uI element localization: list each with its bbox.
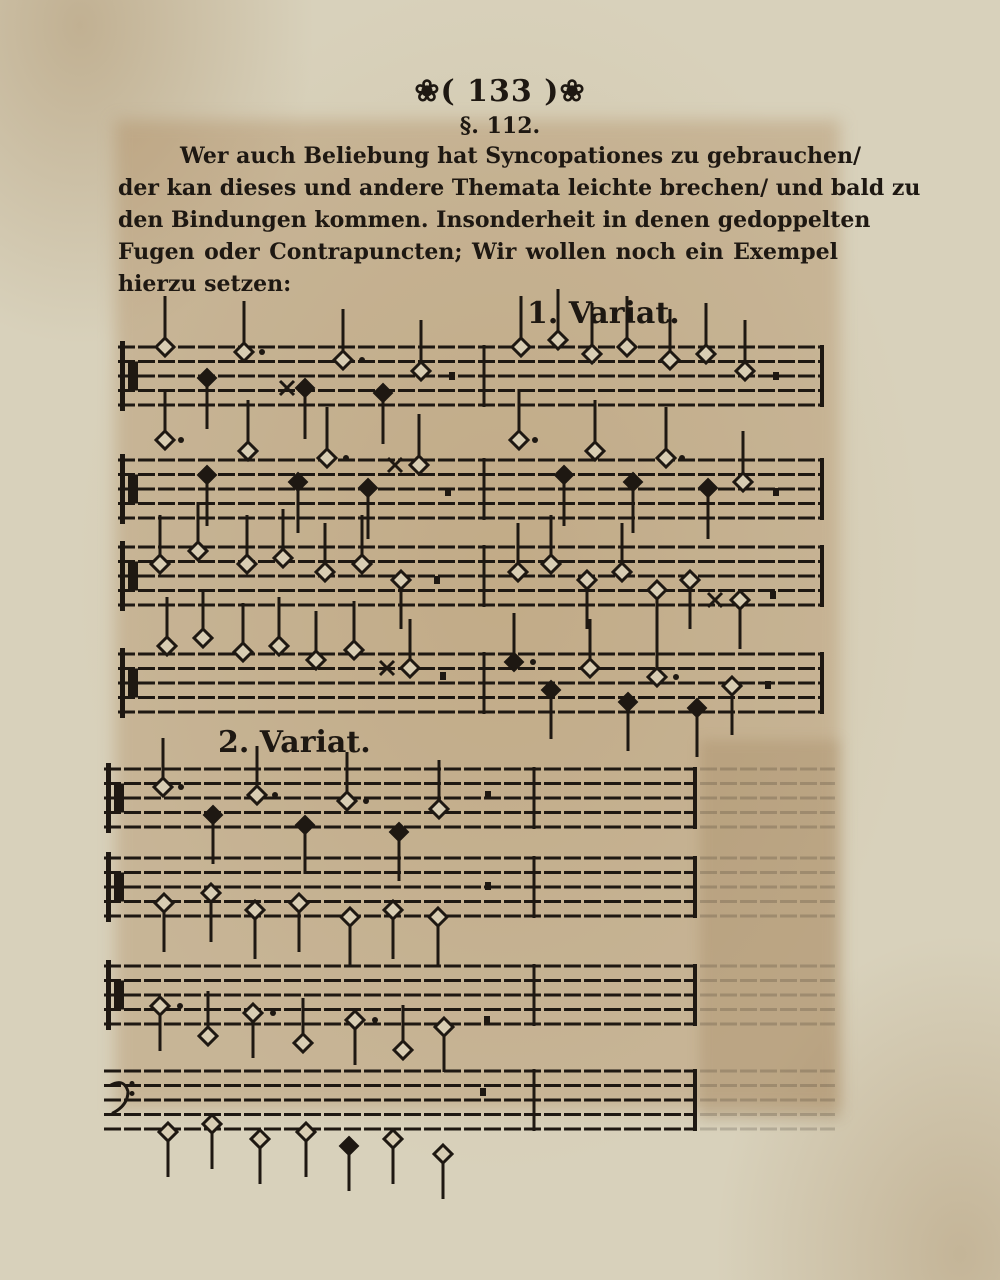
note-head	[619, 693, 637, 711]
note-head	[394, 1041, 412, 1059]
text-line: den Bindungen kommen. Insonderheit in denen gedoppelten	[118, 207, 871, 233]
note-head	[244, 1004, 262, 1022]
augmentation-dot	[270, 1010, 276, 1016]
note-head	[578, 571, 596, 589]
c-clef	[114, 784, 124, 813]
c-clef	[128, 562, 138, 591]
rest	[770, 591, 776, 599]
bass-clef	[110, 1083, 128, 1114]
note-head	[510, 431, 528, 449]
c-clef	[106, 960, 111, 1030]
c-clef	[120, 341, 125, 411]
note-head	[297, 1123, 315, 1141]
rest	[773, 488, 779, 496]
note-head	[198, 466, 216, 484]
rest	[434, 576, 440, 584]
note-head	[198, 369, 216, 387]
note-head	[345, 641, 363, 659]
note-head	[648, 581, 666, 599]
note-head	[156, 431, 174, 449]
note-head	[251, 1130, 269, 1148]
section-number: §. 112.	[459, 113, 541, 139]
note-head	[159, 1123, 177, 1141]
rest	[440, 672, 446, 680]
rest	[485, 882, 491, 890]
rest	[765, 681, 771, 689]
note-head	[294, 1034, 312, 1052]
note-head	[296, 379, 314, 397]
c-clef	[114, 981, 124, 1010]
augmentation-dot	[259, 349, 265, 355]
rest	[449, 372, 455, 380]
note-head	[681, 571, 699, 589]
augmentation-dot	[343, 455, 349, 461]
note-head	[401, 659, 419, 677]
note-head	[156, 338, 174, 356]
note-head	[661, 351, 679, 369]
text-line: Wer auch Beliebung hat Syncopationes zu gebrauchen/	[180, 143, 862, 169]
note-head	[238, 555, 256, 573]
note-head	[384, 1130, 402, 1148]
augmentation-dot	[177, 1003, 183, 1009]
augmentation-dot	[679, 455, 685, 461]
note-head	[723, 677, 741, 695]
note-head	[359, 479, 377, 497]
c-clef	[114, 873, 124, 902]
augmentation-dot	[372, 1017, 378, 1023]
rest	[773, 372, 779, 380]
c-clef	[120, 541, 125, 611]
c-clef	[106, 763, 111, 833]
augmentation-dot	[673, 674, 679, 680]
note-head	[509, 563, 527, 581]
augmentation-dot	[178, 437, 184, 443]
note-head	[194, 629, 212, 647]
note-head	[154, 778, 172, 796]
augmentation-dot	[532, 437, 538, 443]
note-head	[346, 1011, 364, 1029]
note-head	[435, 1018, 453, 1036]
c-clef	[128, 669, 138, 698]
c-clef	[120, 454, 125, 524]
note-head	[334, 351, 352, 369]
note-head	[512, 338, 530, 356]
note-head	[189, 542, 207, 560]
note-head	[586, 442, 604, 460]
page-number: ❀( 133 )❀	[414, 74, 586, 109]
note-head	[158, 637, 176, 655]
rest	[484, 1016, 490, 1024]
note-head	[374, 384, 392, 402]
c-clef	[128, 475, 138, 504]
rest	[485, 791, 491, 799]
note-head	[270, 637, 288, 655]
note-head	[155, 894, 173, 912]
augmentation-dot	[530, 659, 536, 665]
c-clef	[120, 648, 125, 718]
note-head	[318, 449, 336, 467]
augmentation-dot	[178, 784, 184, 790]
note-head	[340, 1137, 358, 1155]
note-head	[581, 659, 599, 677]
c-clef	[106, 852, 111, 922]
note-head	[341, 908, 359, 926]
note-head	[688, 699, 706, 717]
note-head	[338, 792, 356, 810]
note-head	[657, 449, 675, 467]
augmentation-dot	[363, 798, 369, 804]
note-head	[248, 786, 266, 804]
rest	[445, 488, 451, 496]
bass-clef-dot	[130, 1091, 135, 1096]
note-head	[274, 549, 292, 567]
text-line: hierzu setzen:	[118, 271, 292, 297]
variation-title: 2. Variat.	[218, 725, 371, 760]
note-head	[618, 338, 636, 356]
note-head	[429, 908, 447, 926]
note-head	[353, 555, 371, 573]
note-head	[434, 1145, 452, 1163]
note-head	[234, 643, 252, 661]
note-head	[290, 894, 308, 912]
note-head	[199, 1027, 217, 1045]
note-head	[296, 816, 314, 834]
note-head	[239, 442, 257, 460]
note-head	[392, 571, 410, 589]
note-head	[151, 997, 169, 1015]
note-head	[555, 466, 573, 484]
variation-title: 1. Variat.	[527, 296, 680, 331]
note-head	[204, 806, 222, 824]
note-head	[699, 479, 717, 497]
rest	[480, 1088, 486, 1096]
note-head	[613, 563, 631, 581]
c-clef	[128, 362, 138, 391]
text-line: Fugen oder Contrapuncten; Wir wollen noch ein Exempel	[118, 239, 838, 265]
bass-clef-dot	[130, 1081, 135, 1086]
text-line: der kan dieses und andere Themata leichte brechen/ und bald zu	[118, 175, 921, 201]
note-head	[430, 800, 448, 818]
note-head	[316, 563, 334, 581]
note-head	[542, 555, 560, 573]
note-head	[151, 555, 169, 573]
augmentation-dot	[359, 357, 365, 363]
augmentation-dot	[272, 792, 278, 798]
